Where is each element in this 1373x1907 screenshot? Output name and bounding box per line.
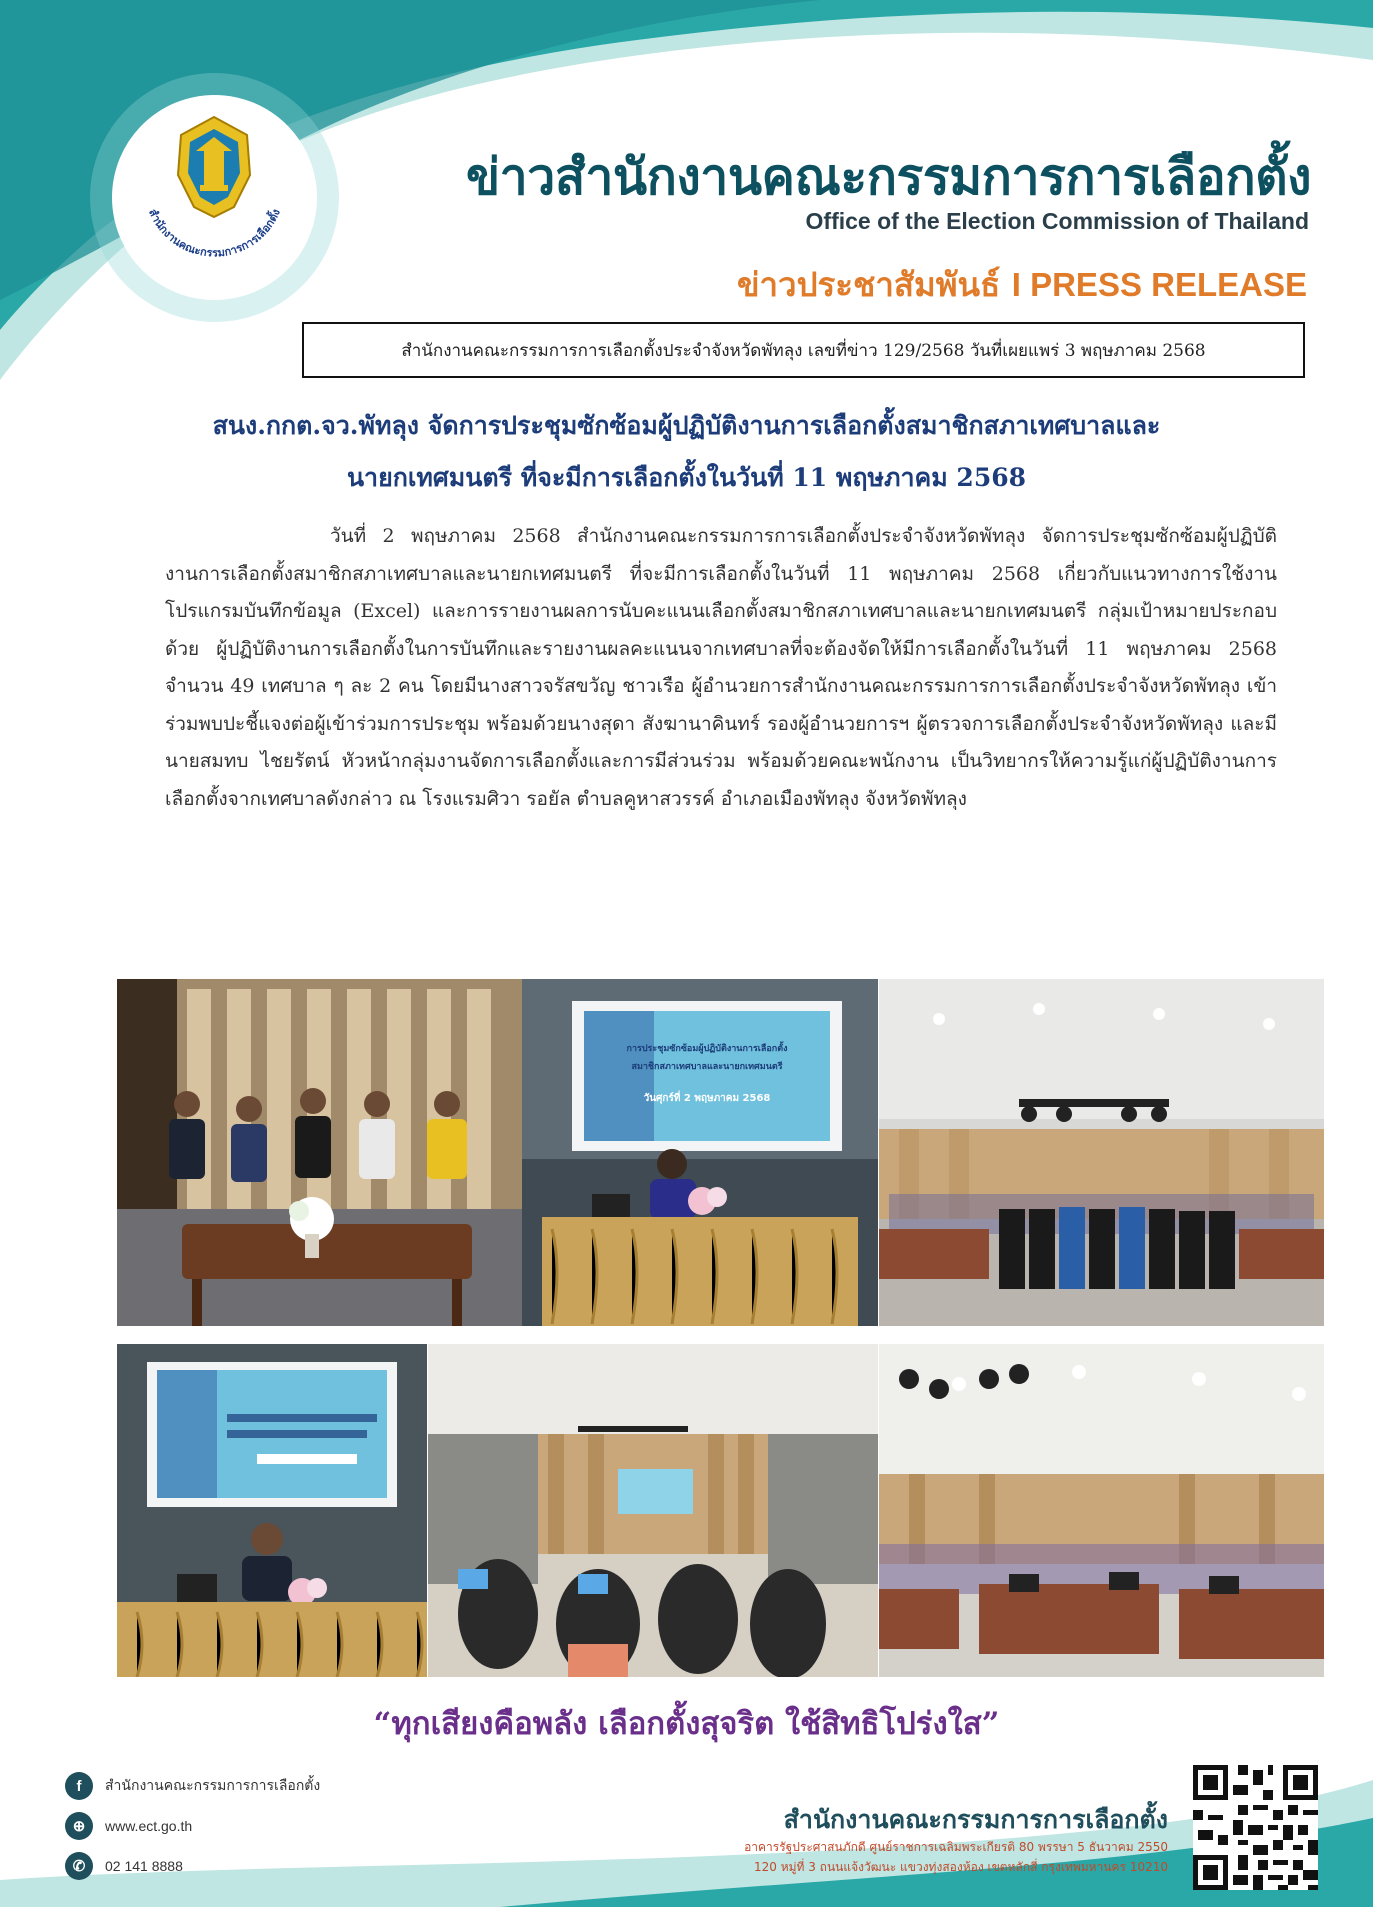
news-number-box: สำนักงานคณะกรรมการการเลือกตั้งประจำจังหวัดพัทลุง เลขที่ข่าว 129/2568 วันที่เผยแพร่ 3 พฤษภาคม 2568 (302, 322, 1305, 378)
contact-phone[interactable] (65, 1852, 183, 1880)
press-release-en: I PRESS RELEASE (1011, 266, 1307, 303)
body-paragraph: วันที่ 2 พฤษภาคม 2568 สำนักงานคณะกรรมการการเลือกตั้งประจำจังหวัดพัทลุง จัดการประชุมซักซ้อมผู้ปฏิบัติงานการเลือกตั้งสมาชิกสภาเทศบาลและนายกเทศมนตรี ที่จะมีการเลือกตั้งในวันที่ 11 พฤษภาคม 2568 เกี่ยวกับแนวทางการใช้งานโปรแกรมบันทึกข้อมูล (Excel) และการรายงานผลการนับคะแนนเลือกตั้งสมาชิกสภาเทศบาลและนายกเทศมนตรี กลุ่มเป้าหมายประกอบด้วย ผู้ปฏิบัติงานการเลือกตั้งในการบันทึกและรายงานผลคะแนนจากเทศบาลที่จะต้องจัดให้มีการเลือกตั้งในวันที่ 11 พฤษภาคม 2568 จำนวน 49 เทศบาล ๆ ละ 2 คน โดยมีนางสาวจรัสขวัญ ชาวเรือ ผู้อำนวยการสำนักงานคณะกรรมการการเลือกตั้งประจำจังหวัดพัทลุง เข้าร่วมพบปะชี้แจงต่อผู้เข้าร่วมการประชุม พร้อมด้วยนางสุดา สังฆานาคินทร์ รองผู้อำนวยการฯ ผู้ตรวจการเลือกตั้งประจำจังหวัดพัทลุง และมีนายสมทบ ไชยรัตน์ หัวหน้ากลุ่มงานจัดการเลือกตั้งและการมีส่วนร่วม พร้อมด้วยคณะพนักงาน เป็นวิทยากรให้ความรู้แก่ผู้ปฏิบัติงานการเลือกตั้งจากเทศบาลดังกล่าว ณ โรงแรมศิวา รอยัล ตำบลคูหาสวรรค์ อำเภอเมืองพัทลุง จังหวัดพัทลุง (165, 525, 1277, 810)
photo-vip-group (117, 979, 522, 1326)
logo-text: สำนักงานคณะกรรมการการเลือกตั้ง (146, 206, 283, 260)
slide-subtitle: สมาชิกสภาเทศบาลและนายกเทศมนตรี (631, 1062, 783, 1072)
slide-date: วันศุกร์ที่ 2 พฤษภาคม 2568 (643, 1093, 771, 1104)
press-release-label (737, 258, 1307, 311)
contact-facebook-text: สำนักงานคณะกรรมการการเลือกตั้ง (105, 1777, 321, 1793)
qr-code[interactable] (1193, 1765, 1318, 1890)
page-title: ข่าวสำนักงานคณะกรรมการการเลือกตั้ง (465, 148, 1311, 206)
headline (100, 400, 1273, 504)
photo-presenter-woman (522, 979, 878, 1326)
photo-presenter-man (117, 1344, 427, 1677)
footer-address-line-1: อาคารรัฐประศาสนภักดี ศูนย์ราชการเฉลิมพระเกียรติ 80 พรรษา 5 ธันวาคม 2550 (744, 1840, 1168, 1854)
photo-audience-back (428, 1344, 878, 1677)
headline-line-2: นายกเทศมนตรี ที่จะมีการเลือกตั้งในวันที่ 11 พฤษภาคม 2568 (346, 463, 1027, 492)
photo-group-hall (879, 979, 1324, 1326)
facebook-icon: f (65, 1772, 93, 1800)
globe-icon: ⊕ (65, 1812, 93, 1840)
contact-website[interactable] (65, 1812, 192, 1840)
page-subtitle: Office of the Election Commission of Thailand (805, 208, 1309, 234)
ect-logo (112, 95, 317, 300)
slide-title: การประชุมซักซ้อมผู้ปฏิบัติงานการเลือกตั้ง (626, 1044, 788, 1054)
press-release-th: ข่าวประชาสัมพันธ์ (736, 265, 1001, 304)
footer-org-name: สำนักงานคณะกรรมการการเลือกตั้ง (783, 1805, 1168, 1834)
footer-address-line-2: 120 หมู่ที่ 3 ถนนแจ้งวัฒนะ แขวงทุ่งสองห้อง เขตหลักสี่ กรุงเทพมหานคร 10210 (753, 1860, 1168, 1874)
contact-phone-text: 02 141 8888 (105, 1858, 183, 1874)
phone-icon: ✆ (65, 1852, 93, 1880)
contact-facebook[interactable] (65, 1772, 320, 1800)
slogan: “ทุกเสียงคือพลัง เลือกตั้งสุจริต ใช้สิทธิโปร่งใส” (373, 1706, 1000, 1742)
photo-training-hall (879, 1344, 1324, 1677)
contact-website-text: www.ect.go.th (105, 1818, 193, 1834)
headline-line-1: สนง.กกต.จว.พัทลุง จัดการประชุมซักซ้อมผู้ปฏิบัติงานการเลือกตั้งสมาชิกสภาเทศบาลและ (212, 411, 1161, 440)
